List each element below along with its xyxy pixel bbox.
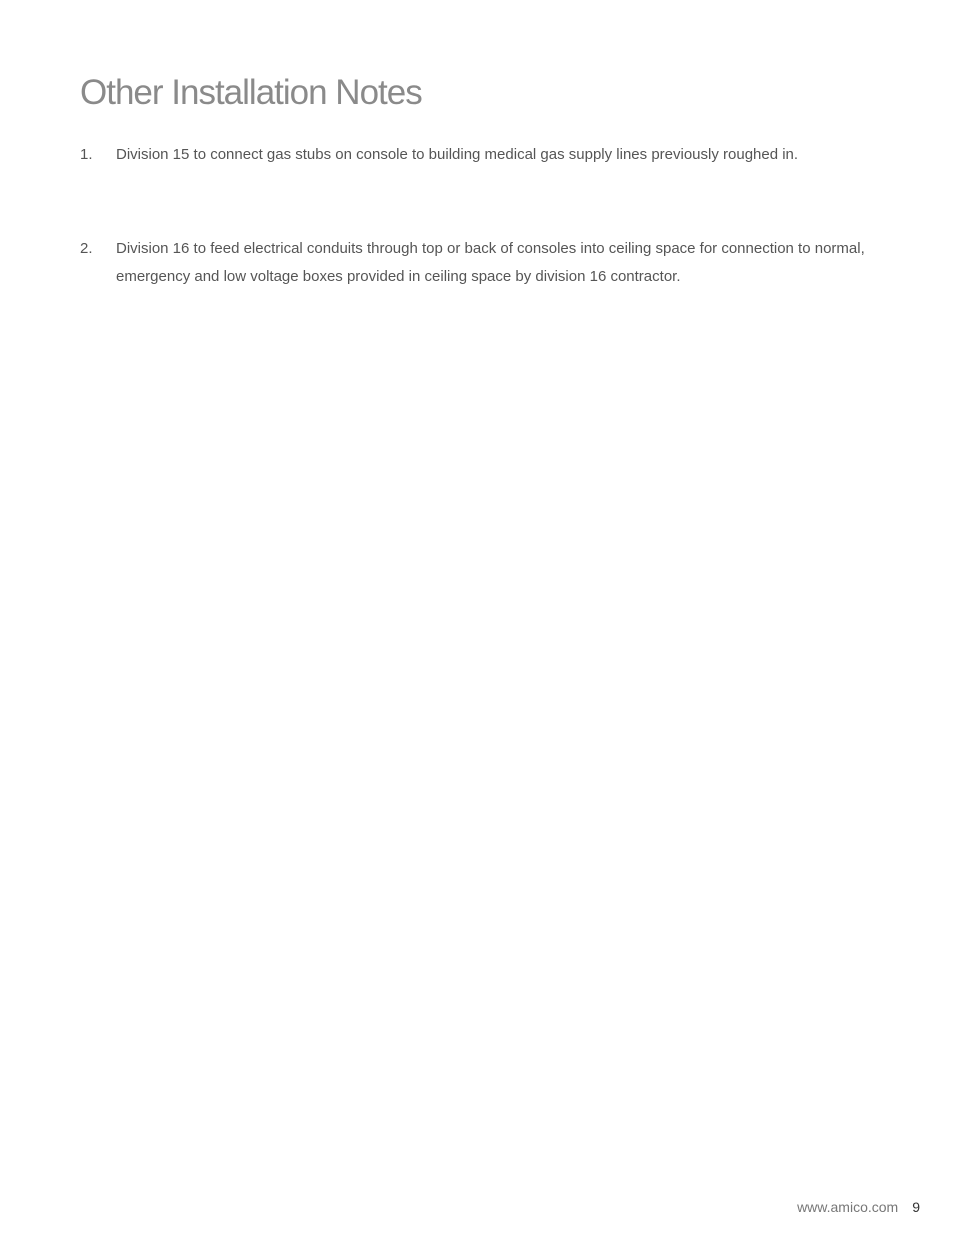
note-text: Division 15 to connect gas stubs on console to building medical gas supply lines previously roughed in. [116, 146, 799, 163]
page-title: Other Installation Notes [80, 73, 422, 112]
page-footer [797, 1197, 920, 1217]
note-number: 1. [80, 146, 93, 163]
note-text: Division 16 to feed electrical conduits through top or back of consoles into ceiling space for connection to normal, emergency and low voltage boxes provided in ceiling space by division 16 contractor. [116, 240, 865, 285]
page-number: 9 [912, 1199, 920, 1215]
note-item-1 [80, 141, 870, 169]
note-number: 2. [80, 240, 93, 257]
footer-url: www.amico.com [797, 1199, 899, 1215]
note-item-2 [80, 235, 870, 291]
